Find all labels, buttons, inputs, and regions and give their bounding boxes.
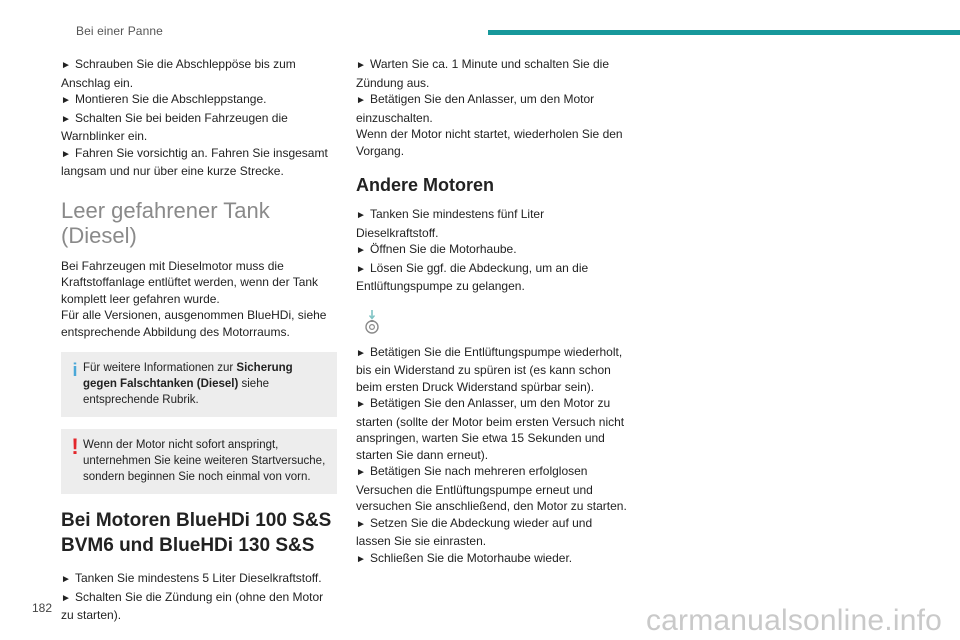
step-item: ► Warten Sie ca. 1 Minute und schalten Sie die Zündung aus. — [356, 57, 610, 90]
arrow-right-icon: ► — [61, 113, 71, 125]
step-item: ► Betätigen Sie den Anlasser, um den Motor zu starten (sollte der Motor beim ersten Versuch nicht anspringen, warten Sie etwa 15 Sekunden und starten Sie dann erneut). — [356, 396, 625, 462]
step-item: ► Betätigen Sie den Anlasser, um den Motor einzuschalten. — [356, 92, 595, 125]
step-item: ► Tanken Sie mindestens 5 Liter Dieselkraftstoff. — [61, 570, 337, 589]
heading-other-engines: Andere Motoren — [356, 175, 495, 195]
info-link-text: Sicherung gegen Falschtanken (Diesel) — [83, 362, 293, 390]
arrow-right-icon: ► — [356, 553, 366, 565]
info-icon: i — [72, 360, 78, 380]
warning-note — [61, 429, 337, 494]
watermark: carmanualsonline.info — [645, 604, 942, 637]
section-title: Bei einer Panne — [76, 24, 163, 38]
arrow-right-icon: ► — [356, 347, 366, 359]
step-item: ► Betätigen Sie die Entlüftungspumpe wiederholt, bis ein Widerstand zu spüren ist (es kann schon beim ersten Druck Widerstand spürbar sein). — [356, 344, 623, 394]
arrow-right-icon: ► — [356, 263, 366, 275]
arrow-right-icon: ► — [356, 467, 366, 478]
arrow-right-icon: ► — [356, 245, 366, 256]
intro-steps — [61, 56, 337, 180]
tank-paragraph: Bei Fahrzeugen mit Dieselmotor muss die Kraftstoffanlage entlüftet werden, wenn der Tank komplett leer gefahren wurde. — [61, 258, 319, 306]
arrow-right-icon: ► — [61, 574, 71, 585]
step-item: ► Tanken Sie mindestens fünf Liter Dieselkraftstoff. — [356, 207, 545, 240]
heading-empty-tank: Leer gefahrener Tank (Diesel) — [61, 197, 270, 248]
info-note: i Für weitere Informationen zur Sicherung gegen Falschtanken (Diesel) siehe entsprechende Rubrik. — [61, 352, 337, 417]
step-item: ► Schrauben Sie die Abschleppöse bis zum Anschlag ein. — [61, 57, 296, 90]
arrow-right-icon: ► — [356, 399, 366, 410]
arrow-right-icon: ► — [356, 95, 366, 106]
step-item: ► Lösen Sie ggf. die Abdeckung, um an die Entlüftungspumpe zu gelangen. — [356, 260, 589, 293]
retry-paragraph: Wenn der Motor nicht startet, wiederholen Sie den Vorgang. — [356, 127, 623, 158]
bluehdi-steps — [61, 570, 337, 624]
step-item: ► Montieren Sie die Abschleppstange. — [61, 91, 337, 110]
step-item: ► Öffnen Sie die Motorhaube. — [356, 241, 628, 260]
warning-icon: ! — [71, 434, 79, 459]
step-item: ► Betätigen Sie nach mehreren erfolglosen Versuchen die Entlüftungspumpe erneut und versuchen Sie anschließend, den Motor zu starten. — [356, 464, 627, 513]
other-engine-steps — [356, 206, 628, 295]
arrow-right-icon: ► — [356, 60, 366, 71]
arrow-right-icon: ► — [61, 148, 71, 160]
arrow-right-icon: ► — [356, 210, 366, 221]
page-number: 182 — [32, 601, 53, 615]
step-item: ► Schließen Sie die Motorhaube wieder. — [356, 550, 628, 569]
step-item: ► Schalten Sie die Zündung ein (ohne den Motor zu starten). — [61, 589, 324, 622]
pump-icon — [364, 309, 380, 335]
step-item: ► Setzen Sie die Abdeckung wieder auf und lassen Sie sie einrasten. — [356, 515, 593, 548]
left-column — [61, 56, 337, 624]
heading-bluehdi: Bei Motoren BlueHDi 100 S&S BVM6 und BlueHDi 130 S&S — [61, 510, 332, 556]
step-item: ► Fahren Sie vorsichtig an. Fahren Sie insgesamt langsam und nur über eine kurze Strecke. — [61, 145, 328, 178]
pump-steps — [356, 344, 628, 569]
step-item: ► Schalten Sie bei beiden Fahrzeugen die Warnblinker ein. — [61, 110, 288, 143]
warning-text: Wenn der Motor nicht sofort anspringt, unternehmen Sie keine weiteren Startversuche, sondern beginnen Sie noch einmal von vorn. — [83, 439, 326, 483]
tank-paragraph: Für alle Versionen, ausgenommen BlueHDi, siehe entsprechende Abbildung des Motorraums. — [61, 308, 327, 339]
arrow-right-icon: ► — [61, 60, 71, 71]
header-accent-bar — [488, 30, 960, 35]
arrow-right-icon: ► — [356, 518, 366, 530]
arrow-right-icon: ► — [61, 592, 71, 604]
wait-steps — [356, 56, 628, 159]
arrow-right-icon: ► — [61, 95, 71, 106]
right-column — [356, 56, 628, 568]
